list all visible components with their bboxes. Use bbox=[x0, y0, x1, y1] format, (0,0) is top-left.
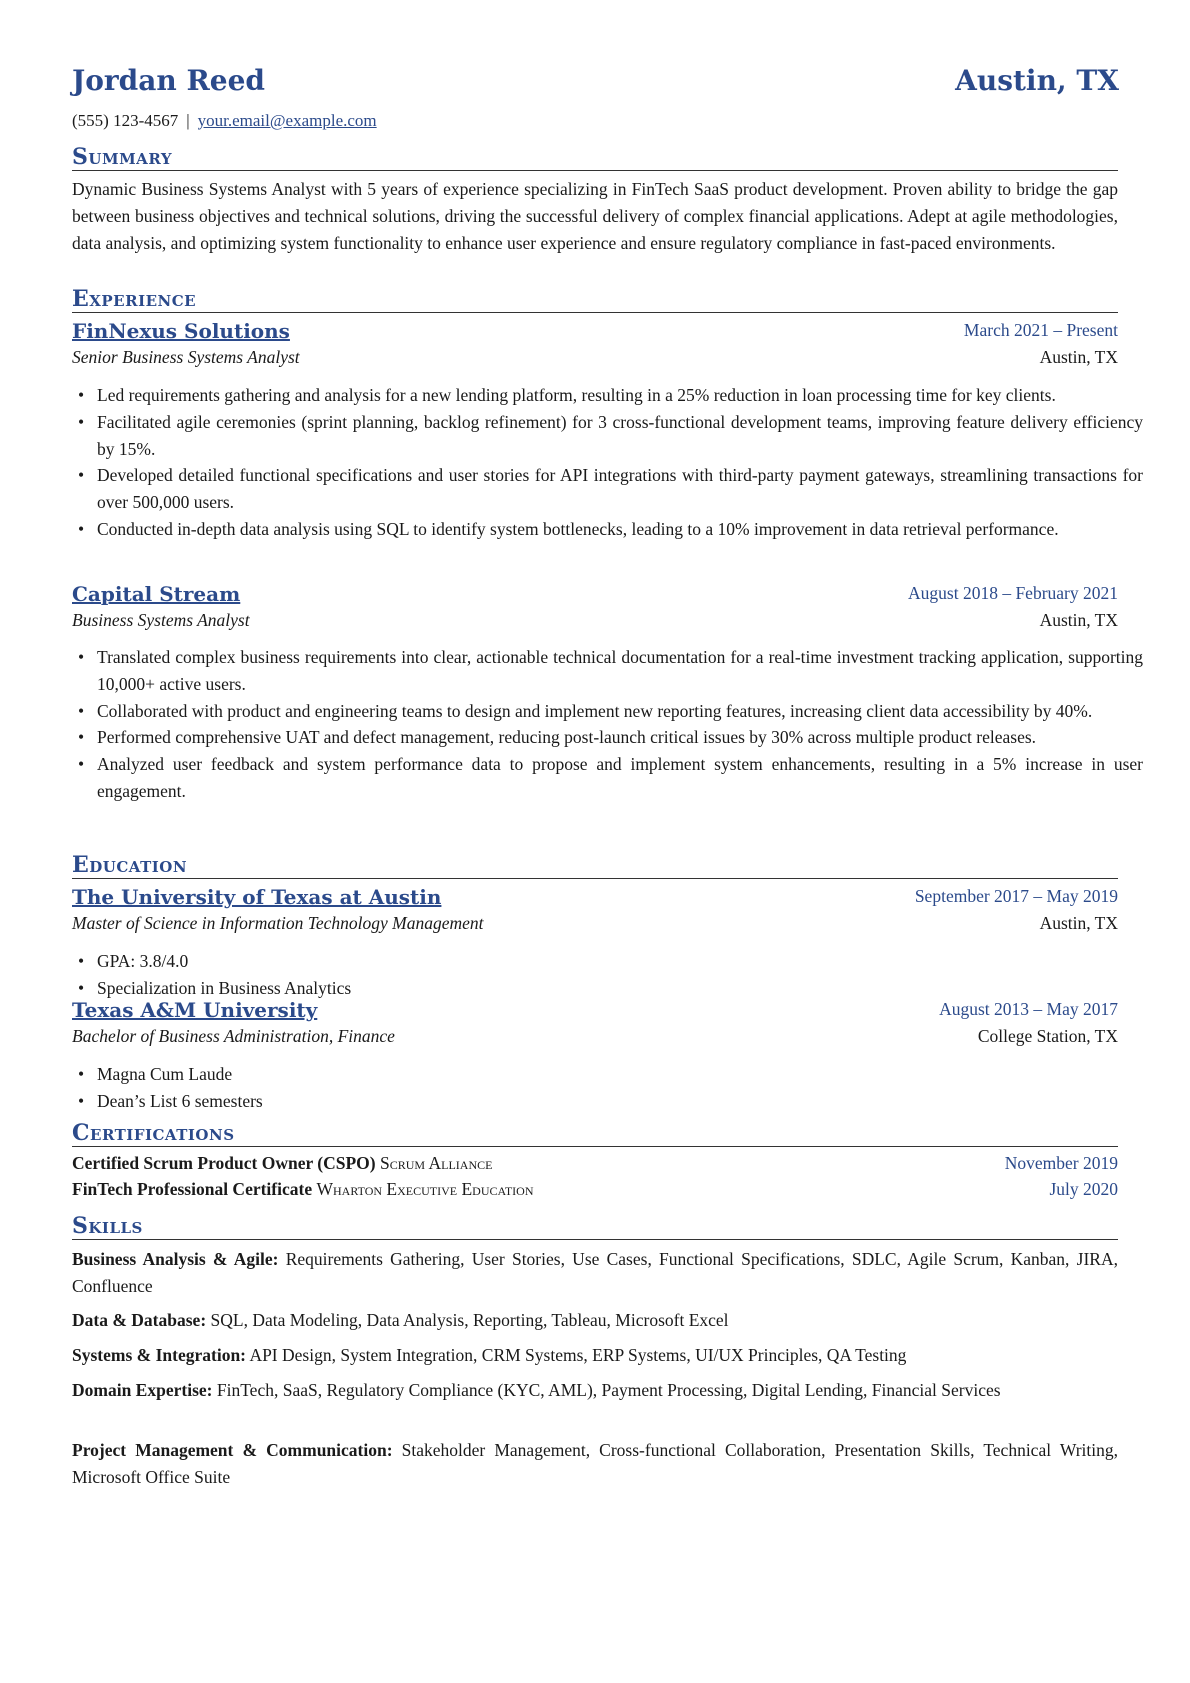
skill-group-items: Requirements Gathering, User Stories, Use Cases, Functional Specifications, SDLC, Agile Scrum, Kanban, JIRA, Confluence bbox=[72, 1249, 1118, 1296]
skill-group bbox=[72, 1377, 1118, 1404]
list-item: • Developed detailed functional specifications and user stories for API integrations with third-party payment gateways, streamlining transactions for over 500,000 users. bbox=[97, 462, 1143, 516]
certification-issuer: Scrum Alliance bbox=[380, 1153, 493, 1173]
skill-group-items: FinTech, SaaS, Regulatory Compliance (KYC, AML), Payment Processing, Digital Lending, Financial Services bbox=[216, 1380, 1001, 1400]
school-bullets bbox=[72, 948, 1143, 1002]
certification-name: FinTech Professional Certificate bbox=[72, 1179, 313, 1199]
school-dates: August 2013 – May 2017 bbox=[939, 999, 1118, 1019]
skill-group-label: Project Management & Communication: bbox=[72, 1440, 393, 1460]
skill-group bbox=[72, 1307, 1118, 1334]
skill-group bbox=[72, 1246, 1118, 1300]
section-title-summary: Summary bbox=[72, 144, 1118, 171]
school-location: Austin, TX bbox=[1039, 913, 1118, 933]
list-item: • Dean’s List 6 semesters bbox=[97, 1088, 1143, 1115]
phone-number: (555) 123-4567 bbox=[72, 111, 179, 130]
job-title: Senior Business Systems Analyst bbox=[72, 347, 300, 367]
list-item: • GPA: 3.8/4.0 bbox=[97, 948, 1143, 975]
section-title-experience: Experience bbox=[72, 286, 1118, 313]
certification-entry bbox=[72, 1153, 492, 1174]
summary-text: Dynamic Business Systems Analyst with 5 years of experience specializing in FinTech SaaS product development. Proven ability to bridge the gap between business objectives and technical solutions, driving the successful delivery of complex financial applications. Adept at agile methodologies, data analysis, and optimizing system functionality to enhance user experience and ensure regulatory compliance in fast-paced environments. bbox=[72, 179, 1118, 253]
list-item: • Performed comprehensive UAT and defect management, reducing post-launch critical issues by 30% across multiple product releases. bbox=[97, 724, 1143, 751]
candidate-name: Jordan Reed bbox=[72, 64, 265, 97]
contact-separator: | bbox=[186, 111, 190, 130]
company-name[interactable]: Capital Stream bbox=[72, 582, 241, 606]
list-item: • Translated complex business requirements into clear, actionable technical documentation for a real-time investment tracking application, supporting 10,000+ active users. bbox=[97, 644, 1143, 698]
certification-date: July 2020 bbox=[1049, 1179, 1118, 1199]
job-bullets bbox=[72, 382, 1143, 543]
certification-name: Certified Scrum Product Owner (CSPO) bbox=[72, 1153, 376, 1173]
list-item: • Conducted in-depth data analysis using SQL to identify system bottlenecks, leading to a 10% improvement in data retrieval performance. bbox=[97, 516, 1143, 543]
email-link[interactable]: your.email@example.com bbox=[197, 111, 377, 130]
skill-group-label: Systems & Integration: bbox=[72, 1345, 247, 1365]
skill-group-label: Business Analysis & Agile: bbox=[72, 1249, 279, 1269]
job-location: Austin, TX bbox=[1039, 610, 1118, 630]
job-title: Business Systems Analyst bbox=[72, 610, 250, 630]
contact-line bbox=[72, 111, 377, 131]
job-dates: March 2021 – Present bbox=[963, 320, 1118, 340]
list-item: • Magna Cum Laude bbox=[97, 1061, 1143, 1088]
skill-group-items: API Design, System Integration, CRM Systems, ERP Systems, UI/UX Principles, QA Testing bbox=[249, 1345, 907, 1365]
list-item: • Collaborated with product and engineering teams to design and implement new reporting features, increasing client data accessibility by 40%. bbox=[97, 698, 1143, 725]
section-title-education: Education bbox=[72, 852, 1118, 879]
school-bullets bbox=[72, 1061, 1143, 1115]
job-location: Austin, TX bbox=[1039, 347, 1118, 367]
job-bullets bbox=[72, 644, 1143, 805]
certification-entry bbox=[72, 1179, 534, 1200]
section-title-certifications: Certifications bbox=[72, 1120, 1118, 1147]
header-location: Austin, TX bbox=[955, 64, 1119, 97]
skill-group-items: SQL, Data Modeling, Data Analysis, Reporting, Tableau, Microsoft Excel bbox=[210, 1310, 729, 1330]
school-name[interactable]: The University of Texas at Austin bbox=[72, 885, 442, 909]
list-item: • Facilitated agile ceremonies (sprint planning, backlog refinement) for 3 cross-functional development teams, improving feature delivery efficiency by 15%. bbox=[97, 409, 1143, 463]
list-item: • Specialization in Business Analytics bbox=[97, 975, 1143, 1002]
certification-issuer: Wharton Executive Education bbox=[316, 1179, 534, 1199]
school-name[interactable]: Texas A&M University bbox=[72, 998, 318, 1022]
degree-name: Bachelor of Business Administration, Finance bbox=[72, 1026, 395, 1046]
skill-group bbox=[72, 1342, 1118, 1369]
skill-group-items: Stakeholder Management, Cross-functional Collaboration, Presentation Skills, Technical Writing, Microsoft Office Suite bbox=[72, 1440, 1118, 1487]
skill-group bbox=[72, 1437, 1118, 1491]
company-name[interactable]: FinNexus Solutions bbox=[72, 319, 290, 343]
certification-date: November 2019 bbox=[1004, 1153, 1118, 1173]
school-dates: September 2017 – May 2019 bbox=[914, 886, 1118, 906]
skill-group-label: Domain Expertise: bbox=[72, 1380, 213, 1400]
list-item: • Analyzed user feedback and system performance data to propose and implement system enhancements, resulting in a 5% increase in user engagement. bbox=[97, 751, 1143, 805]
list-item: • Led requirements gathering and analysis for a new lending platform, resulting in a 25% reduction in loan processing time for key clients. bbox=[97, 382, 1143, 409]
degree-name: Master of Science in Information Technology Management bbox=[72, 913, 484, 933]
skill-group-label: Data & Database: bbox=[72, 1310, 207, 1330]
section-title-skills: Skills bbox=[72, 1213, 1118, 1240]
job-dates: August 2018 – February 2021 bbox=[908, 583, 1118, 603]
school-location: College Station, TX bbox=[977, 1026, 1118, 1046]
